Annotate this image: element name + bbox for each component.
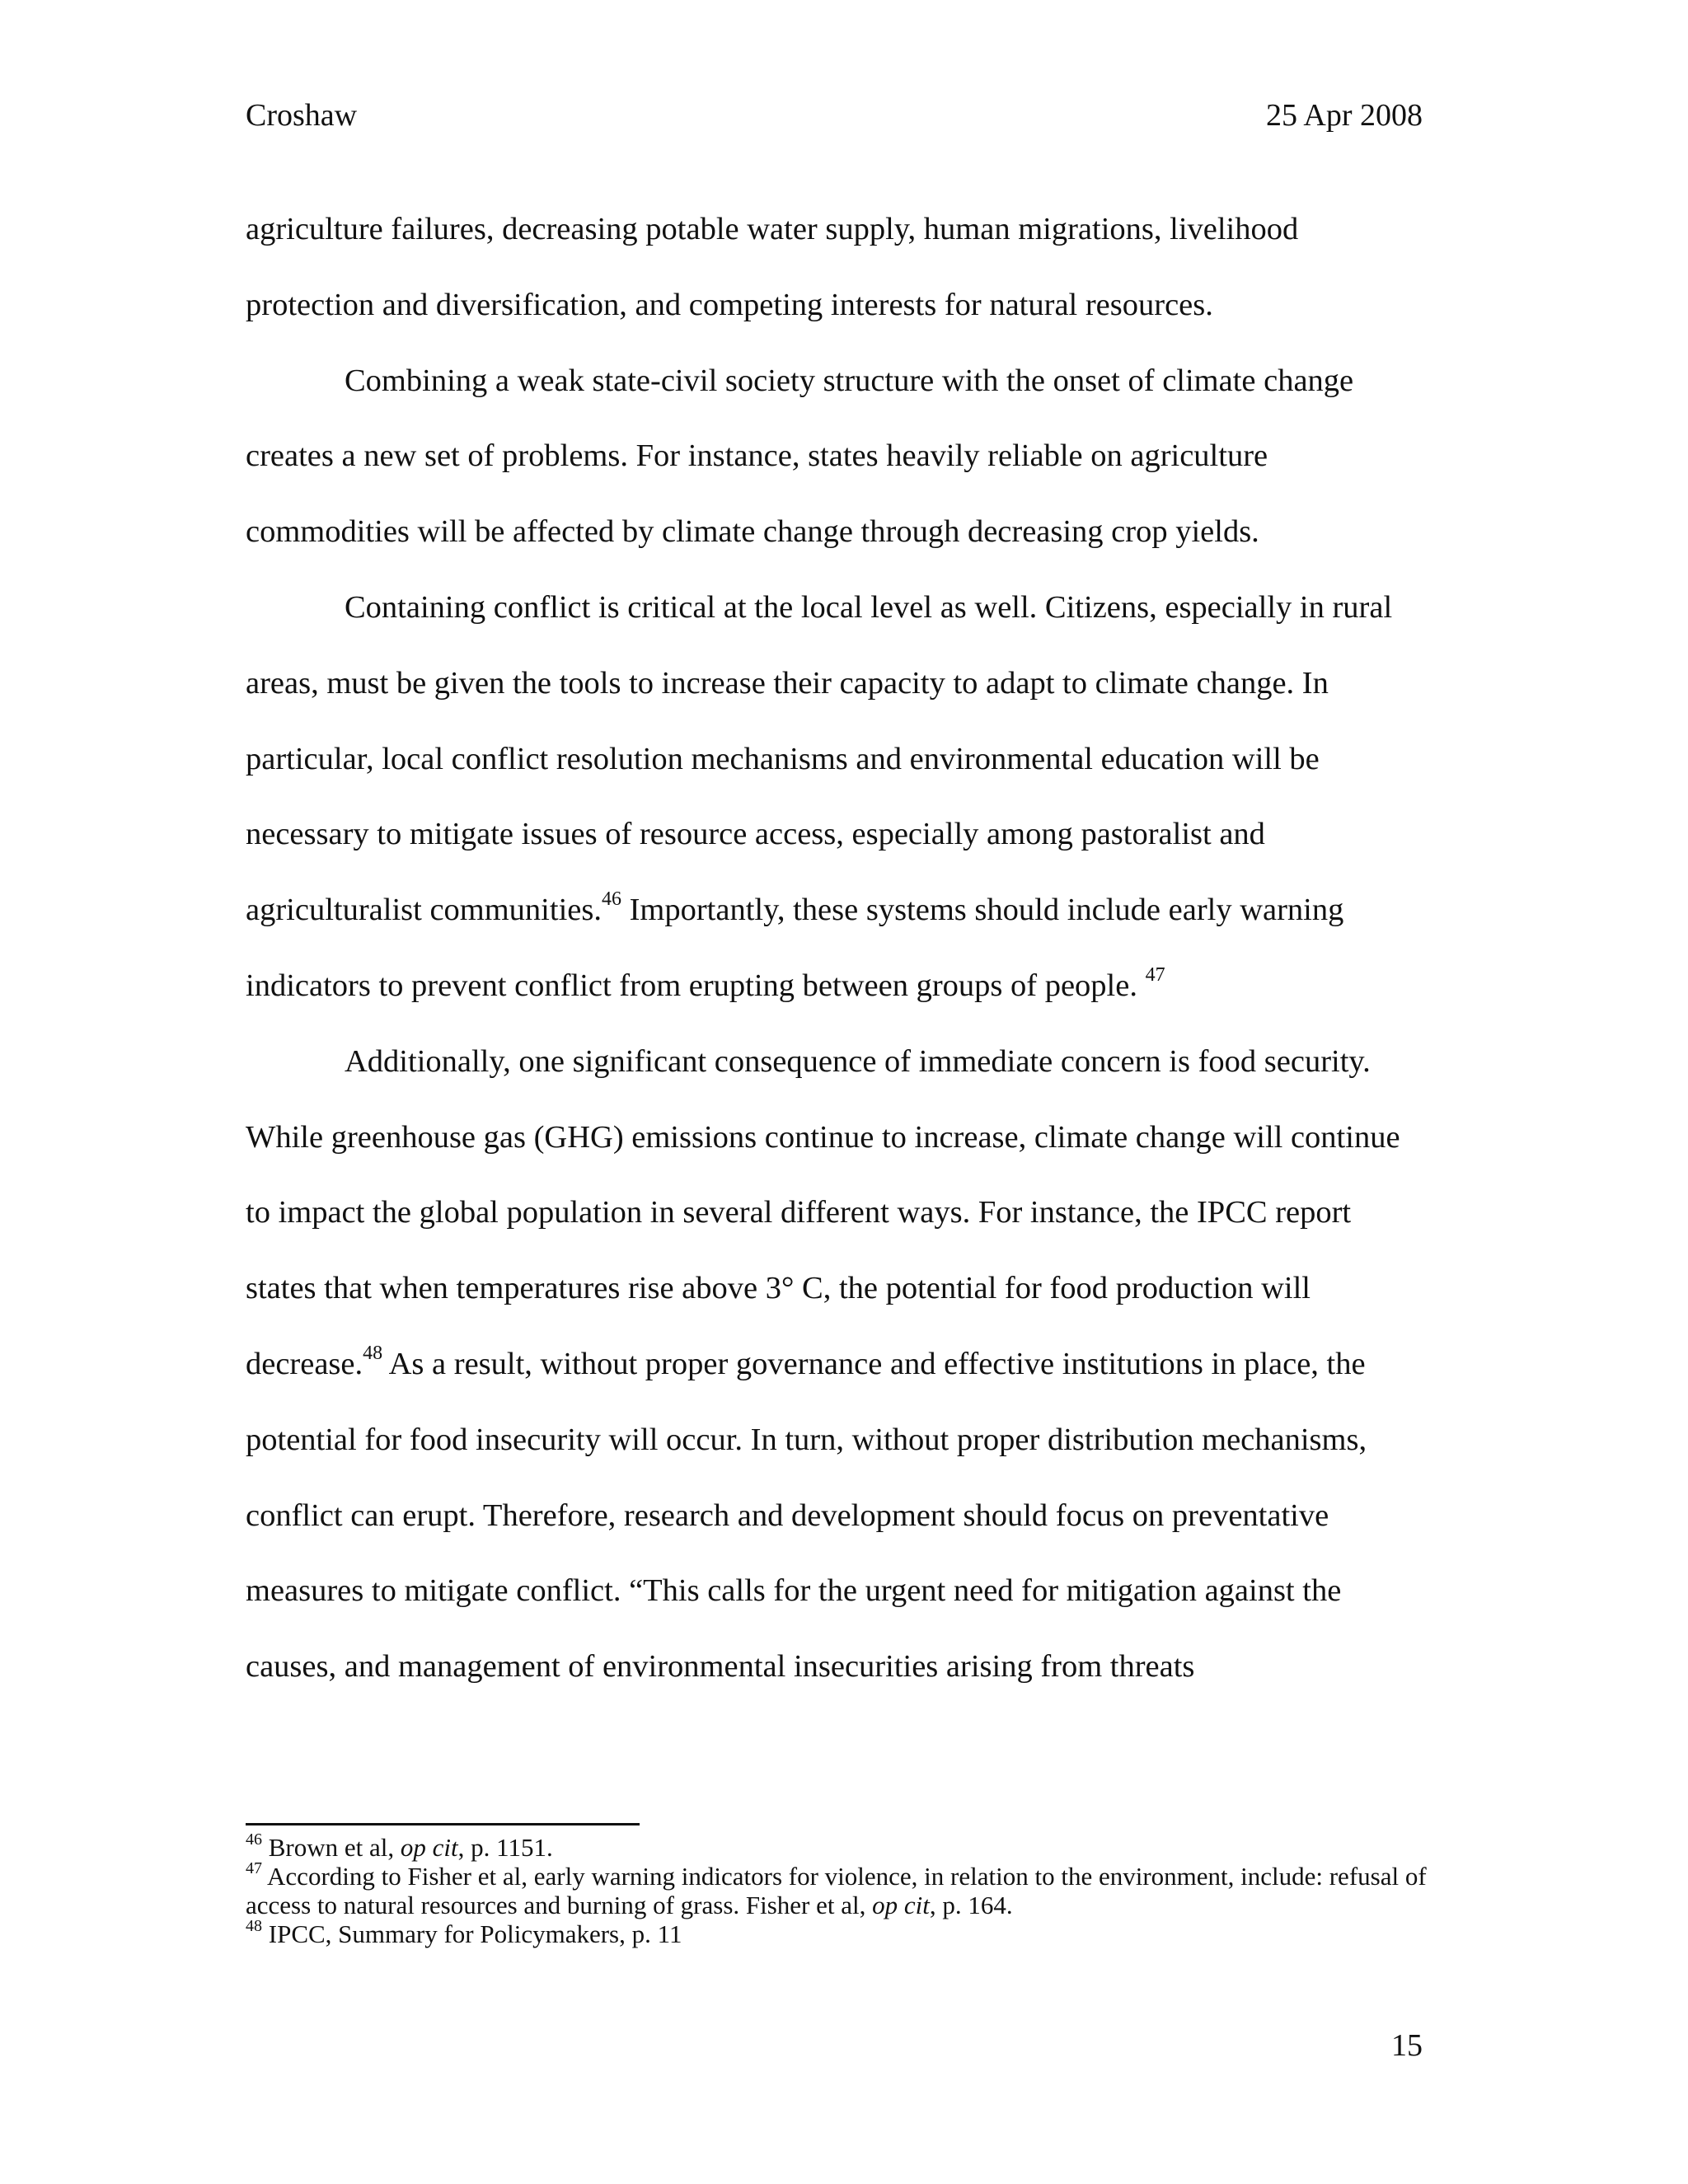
paragraph-1-text: agriculture failures, decreasing potable water supply, human migrations, livelihood protection and diversification, and competing interests for natural resources. — [246, 212, 1299, 322]
paragraph-3-text-b: Importantly, these systems should include early warning indicators to prevent conflict from erupting between groups of people. — [246, 893, 1344, 1003]
footnote-47-text-a: According to Fisher et al, early warning indicators for violence, in relation to the environment, include: refusal of access to natural resources and burning of grass. Fisher et al, — [246, 1862, 1427, 1919]
footnote-ref-48[interactable]: 48 — [363, 1343, 383, 1365]
footnote-number-48: 48 — [246, 1916, 262, 1935]
footnote-46-text-a: Brown et al, — [262, 1833, 401, 1862]
footnote-46-text-b: , p. 1151. — [457, 1833, 553, 1862]
footnote-47-italic: op cit — [872, 1891, 930, 1919]
paragraph-3-text-a: Containing conflict is critical at the local level as well. Citizens, especially in rural areas, must be given the tools to increase their capacity to adapt to climate change. In particular, local conflict resolution mechanisms and environmental education will be necessary to mitigate issues of resource access, especially among pastoralist and agriculturalist communities. — [246, 589, 1393, 928]
footnotes — [246, 1830, 1432, 1948]
footnote-ref-46[interactable]: 46 — [601, 888, 621, 911]
footnote-ref-47[interactable]: 47 — [1145, 964, 1165, 987]
paragraph-3 — [246, 570, 1424, 1024]
footnote-separator — [246, 1823, 640, 1825]
paragraph-1 — [246, 192, 1424, 344]
page-header — [246, 97, 1423, 147]
paragraph-4 — [246, 1024, 1424, 1705]
paragraph-4-text-b: As a result, without proper governance and effective institutions in place, the potential for food insecurity will occur. In turn, without proper distribution mechanisms, conflict can erupt. Therefore, research and development should focus on preventative measures to mitigate conflict. “This calls for the urgent need for mitigation against the causes, and management of environmental insecurities arising from threats — [246, 1346, 1367, 1685]
header-author: Croshaw — [246, 98, 358, 133]
paragraph-2 — [246, 344, 1424, 570]
footnote-47-text-b: , p. 164. — [929, 1891, 1013, 1919]
footnote-48-text: IPCC, Summary for Policymakers, p. 11 — [262, 1919, 682, 1948]
header-date: 25 Apr 2008 — [1266, 98, 1423, 133]
footnote-46-italic: op cit — [400, 1833, 458, 1862]
body-text — [246, 192, 1424, 1705]
paragraph-4-text-a: Additionally, one significant consequence of immediate concern is food security. While greenhouse gas (GHG) emissions continue to increase, climate change will continue to impact the global population in several different ways. For instance, the IPCC report states that when temperatures rise above 3° C, the potential for food production will decrease. — [246, 1043, 1400, 1381]
footnote-48 — [246, 1916, 1432, 1948]
footnote-47 — [246, 1858, 1432, 1919]
footnote-number-46: 46 — [246, 1830, 262, 1849]
footnote-number-47: 47 — [246, 1858, 262, 1877]
page-number: 15 — [1391, 2028, 1423, 2063]
paragraph-2-text: Combining a weak state-civil society structure with the onset of climate change creates a new set of problems. For instance, states heavily reliable on agriculture commodities will be affected by climate change through decreasing crop yields. — [246, 363, 1354, 550]
footnote-46 — [246, 1830, 1432, 1862]
